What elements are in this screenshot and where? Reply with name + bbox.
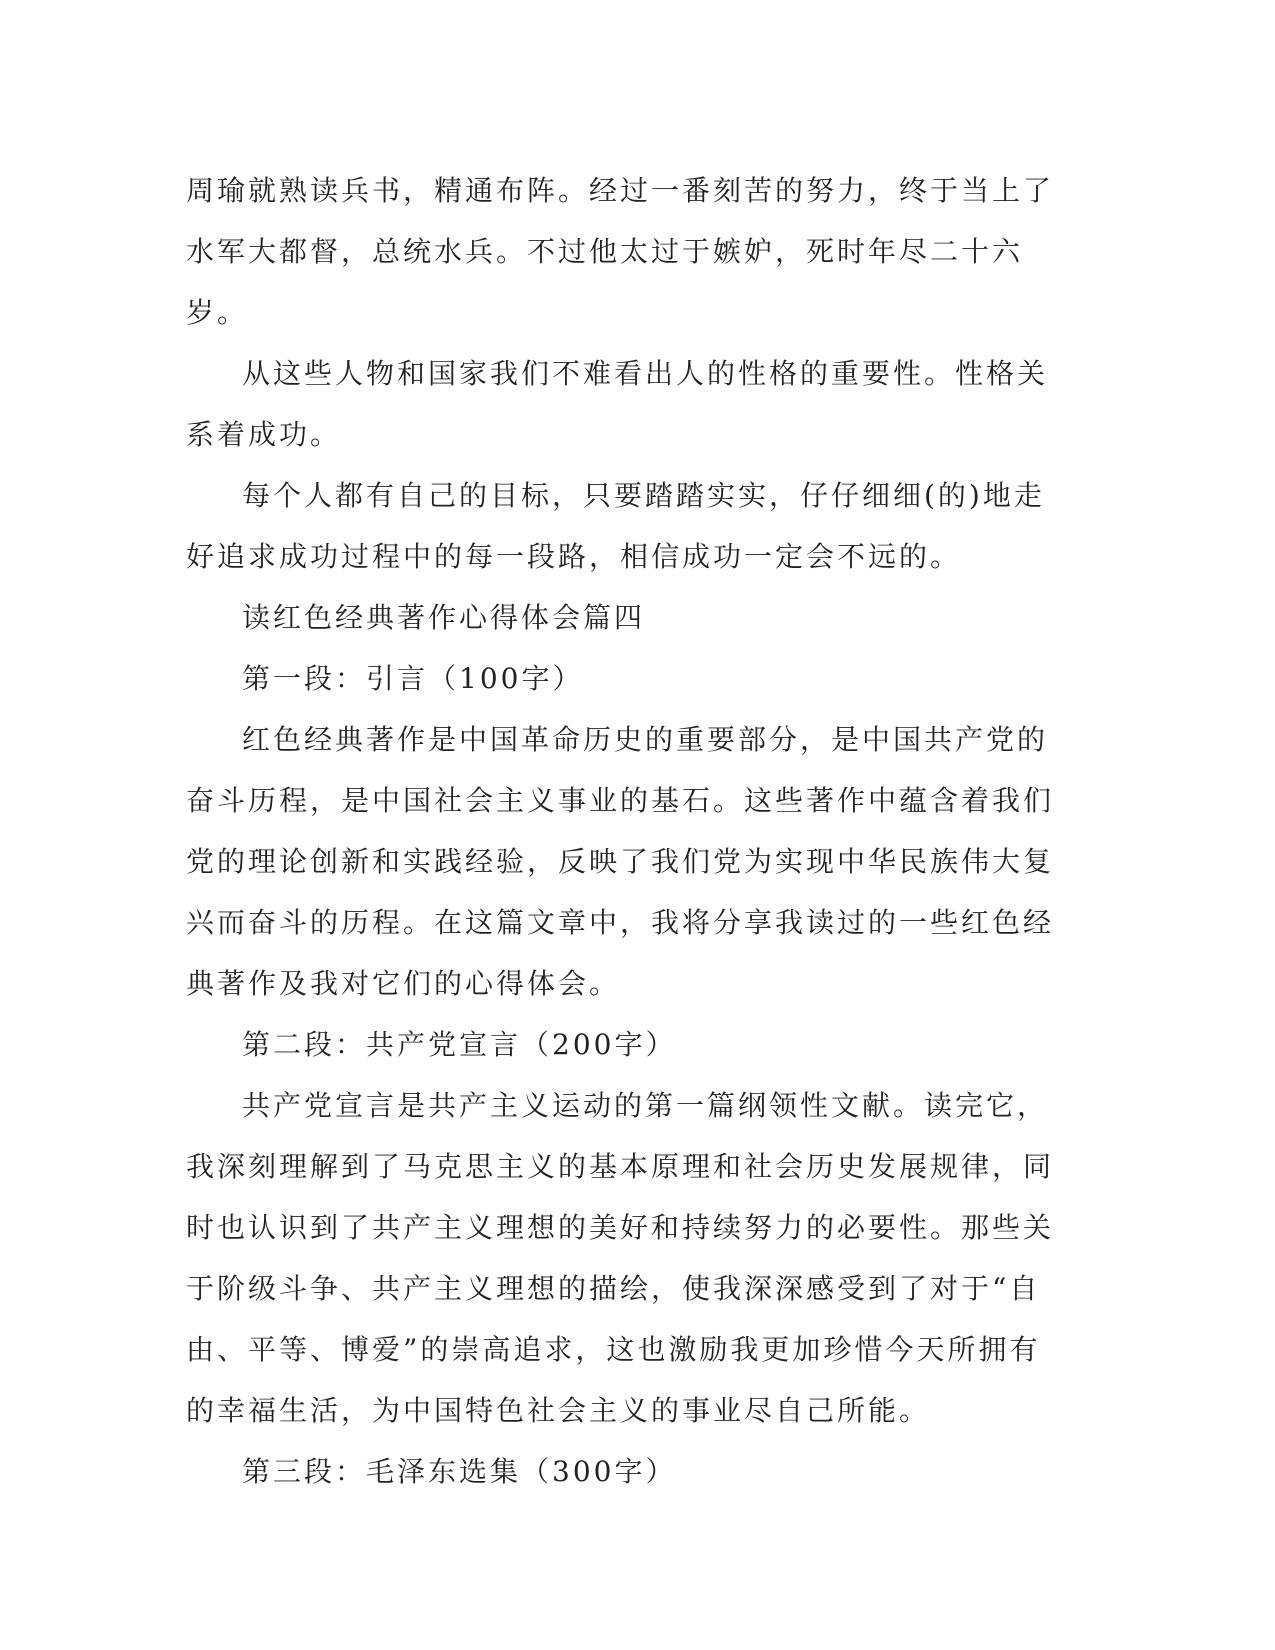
section-heading-intro: 第一段：引言（100字） <box>242 662 584 695</box>
document-body <box>186 160 1066 1502</box>
paragraph-character-importance: 从这些人物和国家我们不难看出人的性格的重要性。性格关系着成功。 <box>186 357 1049 451</box>
paragraph-goals: 每个人都有自己的目标，只要踏踏实实，仔仔细细(的)地走好追求成功过程中的每一段路，相信成功一定会不远的。 <box>186 479 1045 573</box>
section-heading-manifesto: 第二段：共产党宣言（200字） <box>242 1028 677 1061</box>
article-title: 读红色经典著作心得体会篇四 <box>242 601 646 634</box>
section-heading-mao-selected-works: 第三段：毛泽东选集（300字） <box>242 1455 677 1488</box>
paragraph-zhouyu: 周瑜就熟读兵书，精通布阵。经过一番刻苦的努力，终于当上了水军大都督，总统水兵。不过他太过于嫉妒，死时年尽二十六岁。 <box>186 174 1055 329</box>
paragraph-intro: 红色经典著作是中国革命历史的重要部分，是中国共产党的奋斗历程，是中国社会主义事业的基石。这些著作中蕴含着我们党的理论创新和实践经验，反映了我们党为实现中华民族伟大复兴而奋斗的历程。在这篇文章中，我将分享我读过的一些红色经典著作及我对它们的心得体会。 <box>186 723 1055 1000</box>
paragraph-manifesto: 共产党宣言是共产主义运动的第一篇纲领性文献。读完它，我深刻理解到了马克思主义的基本原理和社会历史发展规律，同时也认识到了共产主义理想的美好和持续努力的必要性。那些关于阶级斗争、共产主义理想的描绘，使我深深感受到了对于“自由、平等、博爱”的崇高追求，这也激励我更加珍惜今天所拥有的幸福生活，为中国特色社会主义的事业尽自己所能。 <box>186 1089 1055 1427</box>
